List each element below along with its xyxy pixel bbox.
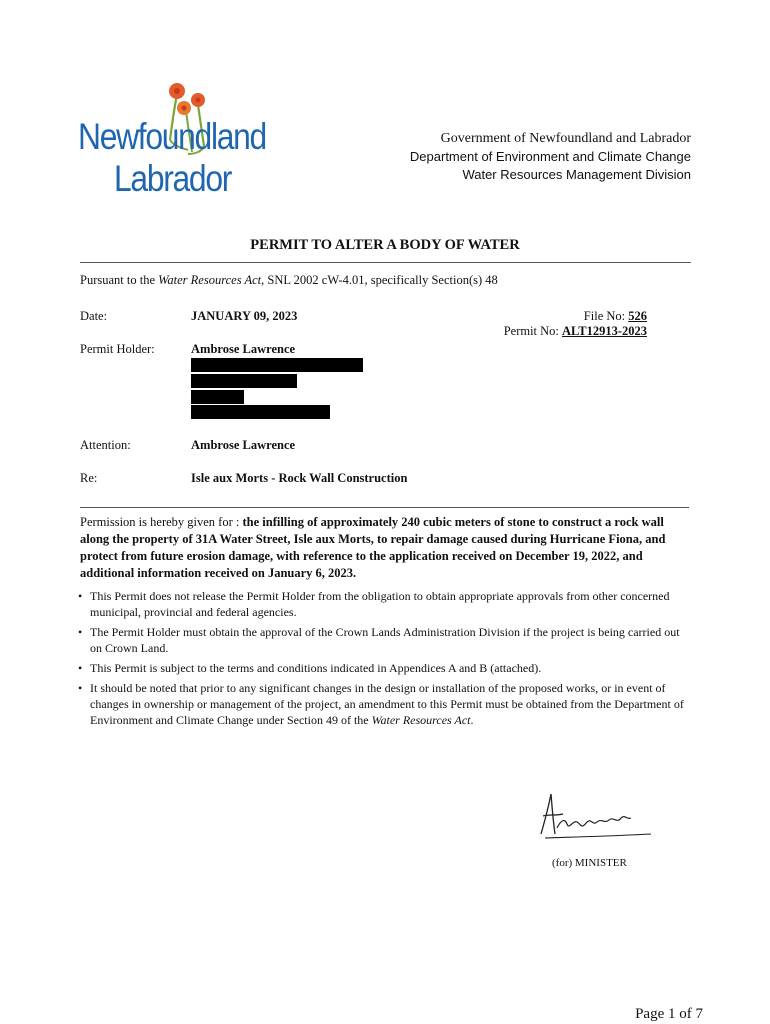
redacted-address-line — [191, 374, 297, 388]
pursuant-prefix: Pursuant to the — [80, 273, 159, 287]
minister-signature — [535, 790, 655, 847]
re-label: Re: — [80, 471, 98, 485]
condition-text: This Permit does not release the Permit Holder from the obligation to obtain appropriate approvals from other concerned municipal, provincial and federal agencies. — [90, 589, 670, 619]
redacted-address-line — [191, 358, 363, 372]
permit-number-value: ALT12913-2023 — [562, 324, 647, 338]
permit-number-label: Permit No: — [503, 324, 563, 338]
attention-label: Attention: — [80, 438, 131, 452]
permit-holder-value: Ambrose Lawrence — [191, 342, 296, 356]
page-number: Page 1 of 7 — [635, 1006, 703, 1022]
government-name: Government of Newfoundland and Labrador — [440, 131, 691, 146]
condition-item — [78, 624, 692, 656]
department-name: Department of Environment and Climate Change — [409, 149, 691, 164]
bullet-dot: • — [78, 681, 83, 695]
file-number-value: 526 — [628, 309, 647, 323]
attention-value: Ambrose Lawrence — [191, 438, 296, 452]
date-label: Date: — [80, 309, 108, 323]
minister-caption: (for) MINISTER — [552, 857, 627, 869]
condition-item — [78, 588, 692, 620]
date-value: JANUARY 09, 2023 — [191, 309, 298, 323]
signature-icon — [535, 790, 655, 842]
condition-act: Water Resources Act — [371, 713, 471, 727]
logo-wordmark-line2: Labrador — [114, 158, 232, 199]
permission-description: the infilling of approximately 240 cubic meters of stone to construct a rock wall along the property of 31A Water Street, Isle aux Morts, to repair damage caused during Hurricane Fiona, and protect from future erosion damage, with reference to the application received on December 19, 2022, and additional information received on January 6, 2023. — [80, 515, 666, 580]
conditions-list — [78, 588, 692, 732]
division-name: Water Resources Management Division — [462, 167, 691, 182]
re-value: Isle aux Morts - Rock Wall Construction — [191, 471, 408, 485]
government-header — [410, 130, 691, 184]
logo-wordmark-line1: Newfoundland — [78, 116, 266, 157]
redacted-address-line — [191, 405, 330, 419]
permission-paragraph — [80, 514, 692, 582]
title-divider — [80, 262, 691, 263]
file-number — [584, 309, 647, 324]
permit-title: PERMIT TO ALTER A BODY OF WATER — [250, 237, 520, 253]
redacted-address-line — [191, 390, 244, 404]
permit-holder-label: Permit Holder: — [80, 342, 155, 356]
condition-text: It should be noted that prior to any significant changes in the design or installation of the proposed works, or in event of changes in ownership or management of the project, an amendment to this Permit must be obtained from the Department of Environment and Climate Change under Section 49 of the — [90, 681, 684, 727]
permit-number — [504, 324, 647, 339]
condition-item — [78, 680, 692, 728]
permission-prefix: Permission is hereby given for : — [80, 515, 243, 529]
file-number-label: File No: — [583, 309, 629, 323]
bullet-dot: • — [78, 589, 83, 603]
condition-end: . — [470, 713, 474, 727]
newfoundland-labrador-logo — [76, 80, 281, 198]
pursuant-suffix: , SNL 2002 cW-4.01, specifically Section(s) 48 — [261, 273, 498, 287]
condition-item — [78, 660, 692, 676]
pursuant-statement — [80, 273, 498, 288]
section-divider — [80, 507, 689, 508]
bullet-dot: • — [78, 661, 83, 675]
pursuant-act: Water Resources Act — [158, 273, 262, 287]
bullet-dot: • — [78, 625, 83, 639]
condition-text: This Permit is subject to the terms and conditions indicated in Appendices A and B (attached). — [90, 661, 542, 675]
condition-text: The Permit Holder must obtain the approval of the Crown Lands Administration Division if the project is being carried out on Crown Land. — [90, 625, 680, 655]
